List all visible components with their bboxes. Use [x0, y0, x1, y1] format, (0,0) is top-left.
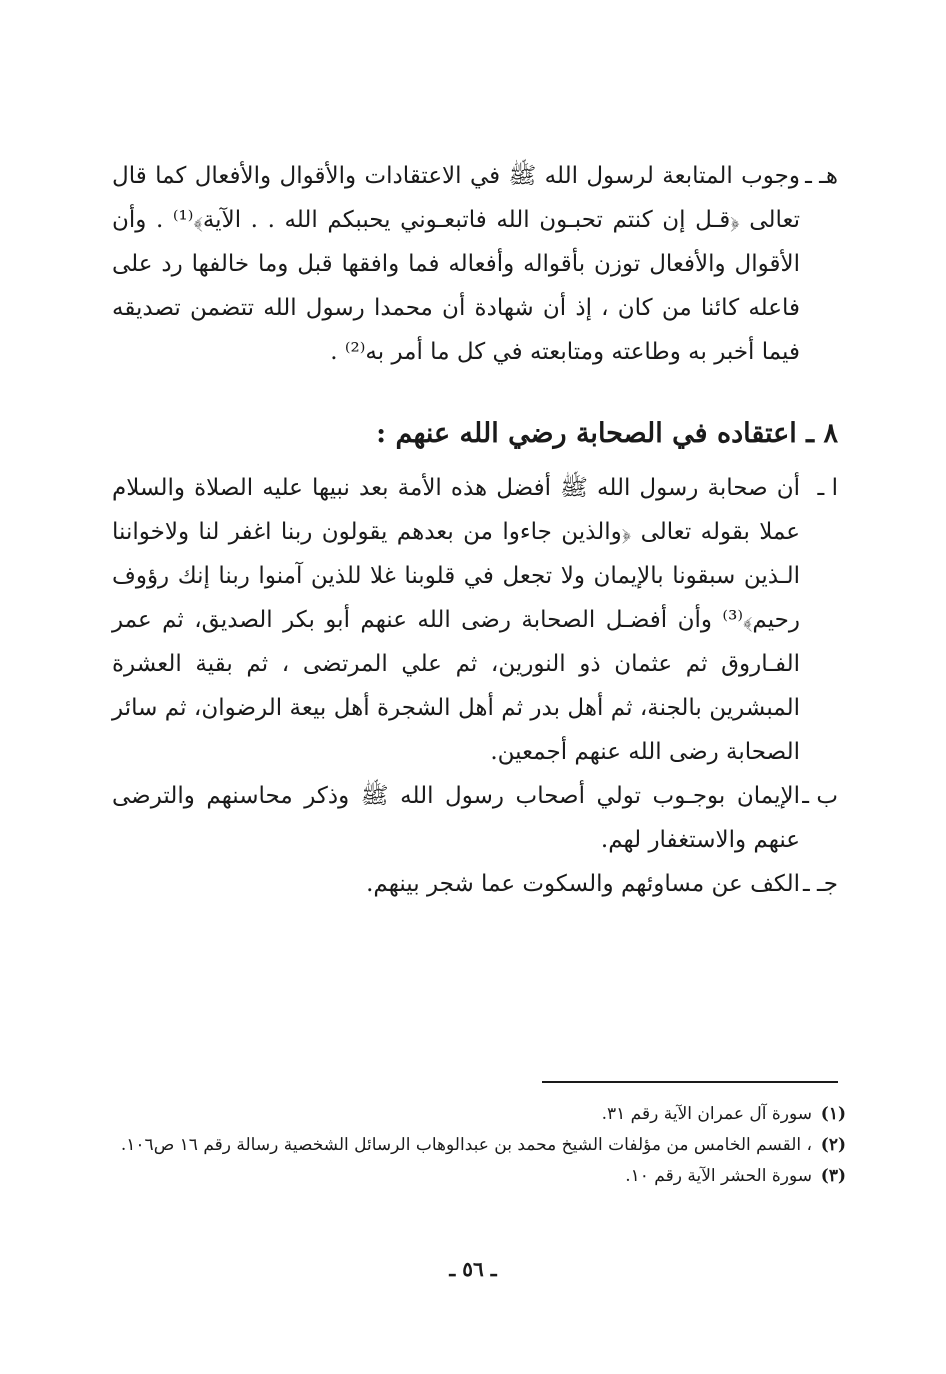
- footnote-number: (٢): [820, 1135, 846, 1155]
- item-text: الإيمان بوجـوب تولي أصحاب رسول الله ﷺ وذكر محاسنهم والترضى عنهم والاستغفار لهم.: [112, 783, 800, 853]
- footnote: [100, 1130, 846, 1161]
- paragraph-h: [112, 154, 838, 374]
- section-items: [112, 466, 838, 906]
- item-marker: ا ـ: [817, 475, 838, 501]
- list-item: [112, 466, 838, 774]
- section-heading: ٨ ـ اعتقاده في الصحابة رضي الله عنهم :: [376, 418, 838, 449]
- footnote-text: سورة آل عمران الآية رقم ٣١.: [601, 1104, 812, 1124]
- footnote-divider: [542, 1081, 838, 1083]
- item-marker: جـ ـ: [802, 871, 838, 897]
- footnote-number: (١): [820, 1104, 846, 1124]
- list-item: [112, 862, 838, 906]
- footnote: [100, 1161, 846, 1192]
- footnote-number: (٣): [820, 1166, 846, 1186]
- item-text: الكف عن مساوئهم والسكوت عما شجر بينهم.: [366, 871, 800, 897]
- paragraph-marker: هـ ـ: [805, 163, 838, 189]
- footnotes: [100, 1099, 846, 1192]
- footnote-text: ، القسم الخامس من مؤلفات الشيخ محمد بن عبدالوهاب الرسائل الشخصية رسالة رقم ١٦ ص١٠٦.: [120, 1135, 812, 1155]
- list-item: [112, 774, 838, 862]
- item-text: أن صحابة رسول الله ﷺ أفضل هذه الأمة بعد نبيها عليه الصلاة والسلام عملا بقوله تعالى ﴿والذين جاءوا من بعدهم يقولون ربنا اغفر لنا ولاخواننا الـذين سبقونا بالإيمان ولا تجعل في قلوبنا غلا للذين آمنوا ربنا إنك رؤوف رحيم﴾⁽³⁾ وأن أفضـل الصحابة رضى الله عنهم أبو بكر الصديق، ثم عمر الفـاروق ثم عثمان ذو النورين، ثم علي المرتضى ، ثم بقية العشرة المبشرين بالجنة، ثم أهل بدر ثم أهل الشجرة أهل بيعة الرضوان، ثم سائر الصحابة رضى الله عنهم أجمعين.: [112, 475, 800, 765]
- footnote-text: سورة الحشر الآية رقم ١٠.: [625, 1166, 812, 1186]
- paragraph-text: وجوب المتابعة لرسول الله ﷺ في الاعتقادات والأقوال والأفعال كما قال تعالى ﴿قـل إن كنتم تحبـون الله فاتبعـوني يحببكم الله . . الآية﴾⁽¹⁾ . وأن الأقوال والأفعال توزن بأقواله وأفعاله فما وافقها قبل وما خالفها رد على فاعله كائنا من كان ، إذ أن شهادة أن محمدا رسول الله تتضمن تصديقه فيما أخبر به وطاعته ومتابعته في كل ما أمر به⁽²⁾ .: [112, 163, 800, 365]
- footnote: [100, 1099, 846, 1130]
- page-number: ـ ٥٦ ـ: [449, 1257, 497, 1281]
- item-marker: ب ـ: [802, 783, 838, 809]
